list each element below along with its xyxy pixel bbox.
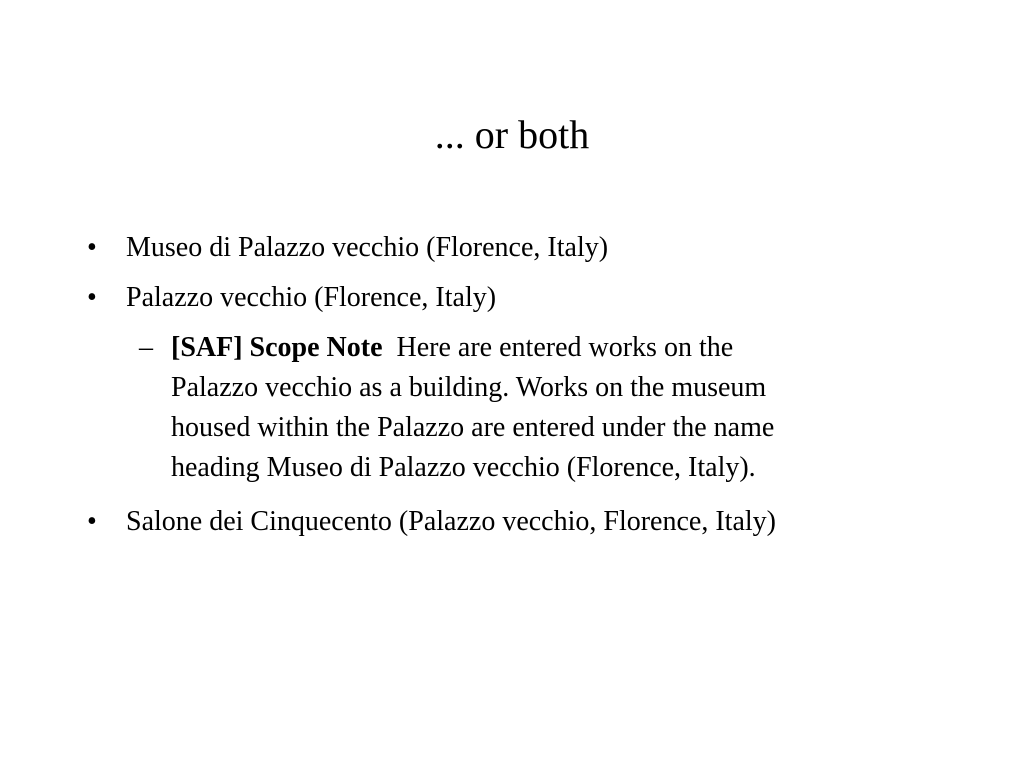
slide-title: ... or both [434, 112, 590, 157]
bullet-text-salone: Salone dei Cinquecento (Palazzo vecchio, Florence, Italy) [126, 506, 776, 537]
scope-note-line: housed within the Palazzo are entered under the name [171, 412, 775, 443]
scope-note-label: [SAF] Scope Note [171, 332, 383, 363]
scope-note-first-line [171, 328, 733, 368]
slide-body [0, 228, 1024, 588]
bullet-text-palazzo: Palazzo vecchio (Florence, Italy) [126, 282, 497, 313]
bullet-marker: • [87, 506, 97, 537]
bullet-marker: • [87, 282, 97, 313]
bullet-marker: • [87, 232, 97, 263]
bullet-text-museo: Museo di Palazzo vecchio (Florence, Italy) [126, 232, 609, 263]
scope-note-line: Here are entered works on the [396, 332, 734, 363]
sub-bullet-marker: – [139, 332, 153, 363]
scope-note-line: Palazzo vecchio as a building. Works on the museum [171, 372, 767, 403]
scope-note-line: heading Museo di Palazzo vecchio (Florence, Italy). [171, 452, 756, 483]
